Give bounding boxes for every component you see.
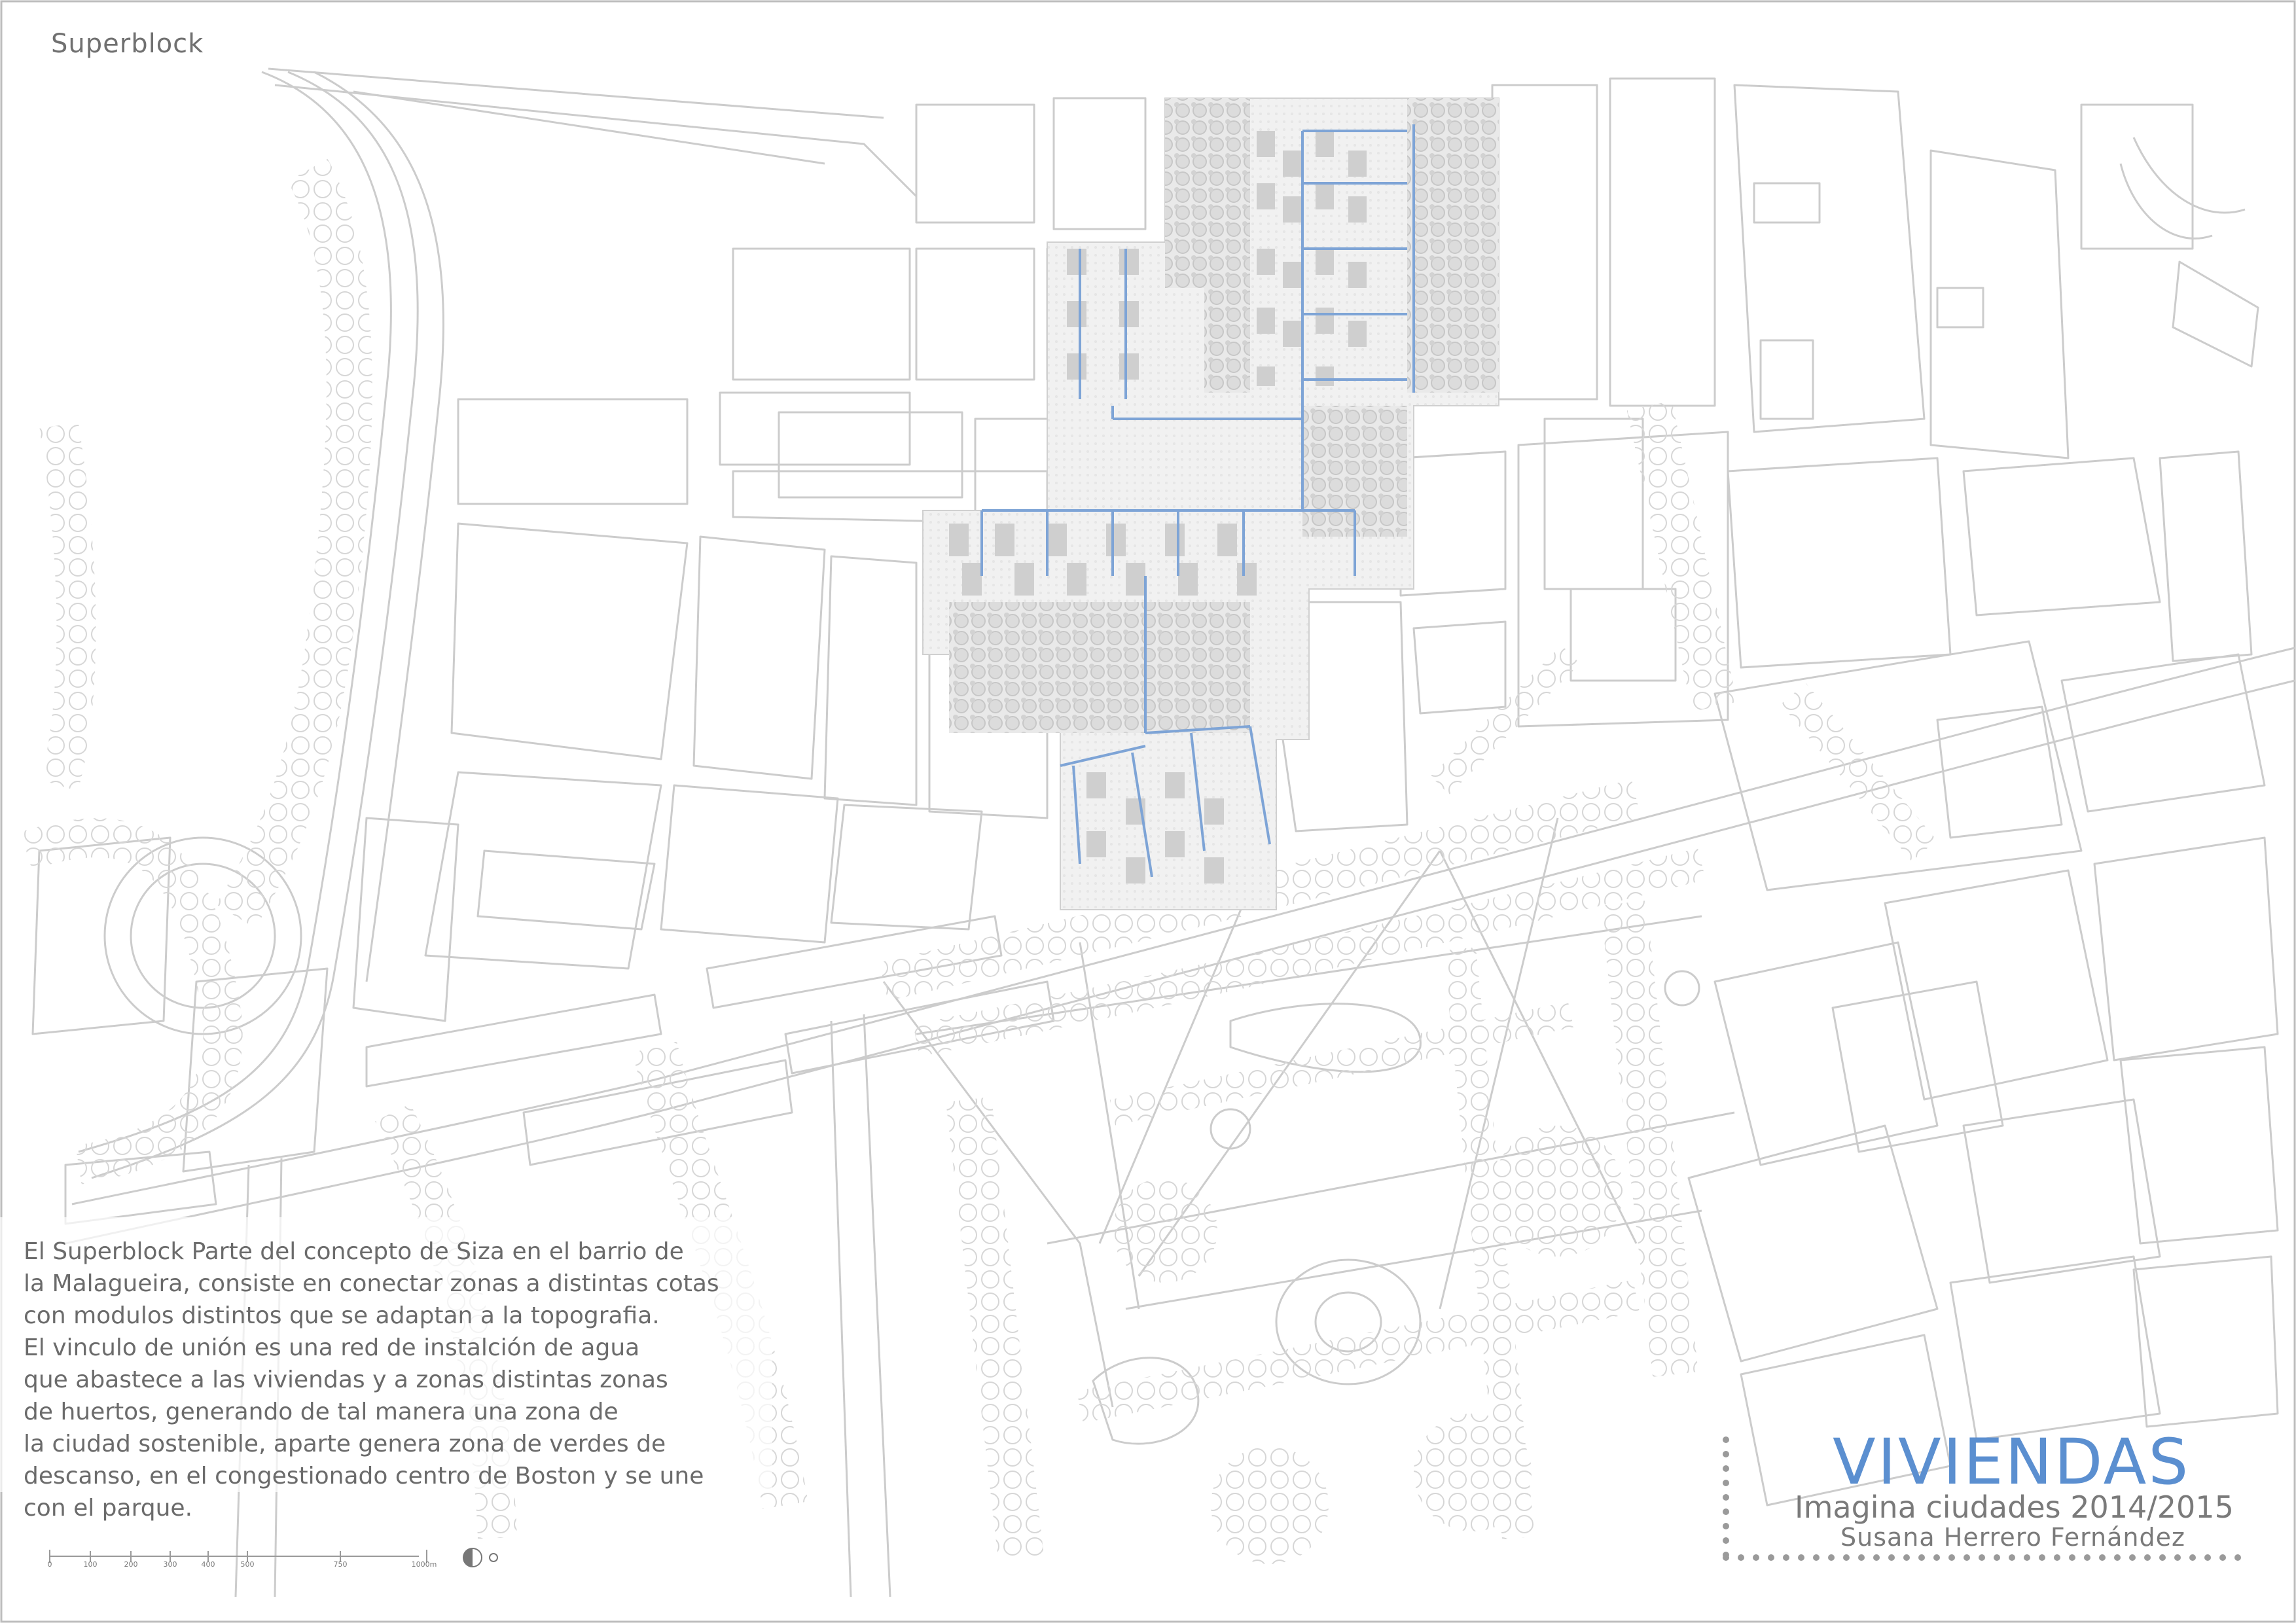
title-block-dot [2234,1554,2241,1561]
title-block-dot [2069,1554,2075,1561]
garden-plot [1407,98,1499,393]
title-block-dot [2039,1554,2045,1561]
scale-label: 750 [333,1560,348,1569]
description-line: El vinculo de unión es una red de instalción de agua [24,1334,640,1361]
garden-plot [949,602,1250,733]
title-block-dot [2054,1554,2060,1561]
project-title: VIVIENDAS [1833,1425,2191,1499]
title-block-dot [1783,1554,1789,1561]
project-subtitle: Imagina ciudades 2014/2015 [1795,1489,2234,1525]
title-block-dot [1903,1554,1910,1561]
title-block-dot [1873,1554,1880,1561]
garden-plot [1165,98,1250,288]
scale-label: 1000m [411,1560,437,1569]
title-block-dot [1888,1554,1895,1561]
description-line: la ciudad sostenible, aparte genera zona de verdes de [24,1431,666,1457]
title-block-dot [2189,1554,2196,1561]
garden-plot [1204,288,1250,393]
scale-label: 200 [124,1560,138,1569]
title-block-dot [1753,1554,1759,1561]
scale-label: 300 [163,1560,177,1569]
title-block-dot [1843,1554,1850,1561]
title-block-dot [2009,1554,2015,1561]
title-block-dot [1768,1554,1774,1561]
title-block-dot [2144,1554,2151,1561]
title-block-dot [1813,1554,1820,1561]
description-text [24,1236,783,1524]
title-block-dot [1738,1554,1744,1561]
title-block-dot [2129,1554,2136,1561]
title-block-dot [1948,1554,1955,1561]
title-block-dot [1798,1554,1804,1561]
description-line: que abastece a las viviendas y a zonas distintas zonas [24,1366,668,1393]
title-block-dot [1979,1554,1985,1561]
scale-label: 400 [201,1560,215,1569]
description-line: la Malagueira, consiste en conectar zonas a distintas cotas [24,1270,719,1297]
project-author: Susana Herrero Fernández [1840,1523,2185,1552]
title-block-dot [1858,1554,1865,1561]
title-block-dot [1918,1554,1925,1561]
title-block-dot [2174,1554,2181,1561]
title-block-dots [1723,1554,2241,1561]
description-line: de huertos, generando de tal manera una zona de [24,1399,619,1425]
scale-label: 500 [240,1560,255,1569]
title-block-dot [1723,1554,1729,1561]
scale-labels [46,1543,504,1582]
title-block-dot [2099,1554,2106,1561]
title-block-dot [2084,1554,2090,1561]
title-block-dot [2219,1554,2226,1561]
title-block-dot [1994,1554,2000,1561]
title-block-dot [2024,1554,2030,1561]
scale-label: 0 [47,1560,52,1569]
description-line: con el parque. [24,1495,193,1522]
title-block-dot [1964,1554,1970,1561]
scale-label: 100 [83,1560,98,1569]
title-block-dot [2159,1554,2166,1561]
title-block-dot [1828,1554,1835,1561]
description-line: con modulos distintos que se adaptan a la topografia. [24,1302,660,1329]
page-title: Superblock [51,29,204,59]
title-block-frame [1723,1436,1729,1558]
description-line: El Superblock Parte del concepto de Siza en el barrio de [24,1238,684,1265]
description-line: descanso, en el congestionado centro de Boston y se une [24,1463,704,1489]
title-block-dot [2204,1554,2211,1561]
title-block-dot [1933,1554,1940,1561]
title-block-dot [2114,1554,2121,1561]
